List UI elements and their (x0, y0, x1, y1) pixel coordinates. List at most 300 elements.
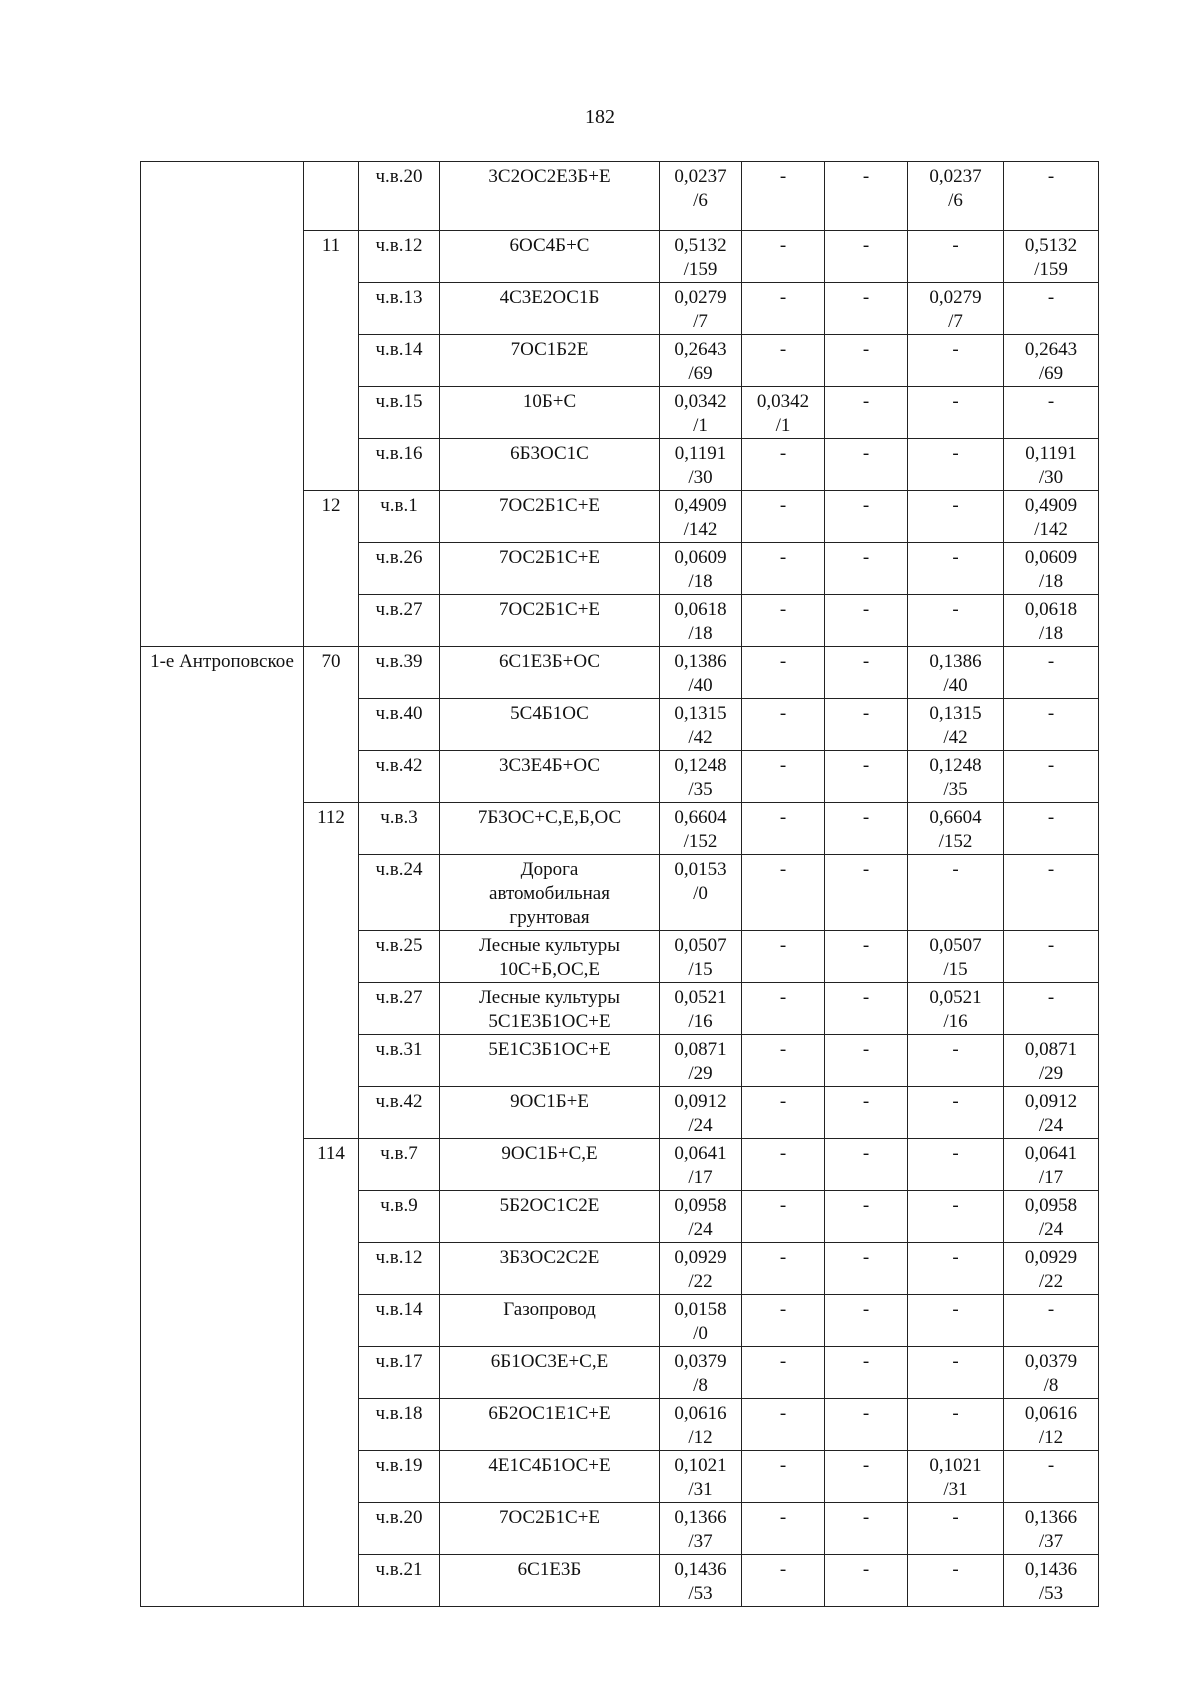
category-2-cell: - (825, 699, 908, 751)
area-total-cell-line: 0,1386 (674, 651, 727, 672)
category-1-cell: - (742, 439, 825, 491)
area-total-cell-line: /18 (688, 571, 713, 592)
composition-cell: 7ОС2Б1С+Е (440, 595, 660, 647)
category-1-cell: - (742, 699, 825, 751)
area-total-cell-line: /24 (688, 1219, 713, 1240)
category-1-cell: - (742, 491, 825, 543)
plot-cell: ч.в.1 (359, 491, 440, 543)
category-3-cell-line: 0,1386 (929, 651, 982, 672)
category-4-cell-line: /30 (1038, 467, 1064, 488)
area-total-cell-line: 0,0521 (674, 987, 727, 1008)
category-3-cell-line: /6 (948, 190, 963, 211)
category-2-cell: - (825, 1503, 908, 1555)
category-4-cell-line: /29 (1038, 1063, 1064, 1084)
plot-cell: ч.в.24 (359, 855, 440, 931)
category-4-cell-line: 0,0379 (1024, 1351, 1078, 1372)
category-4-cell-line: 0,0641 (1024, 1143, 1078, 1164)
area-total-cell-line: 0,0958 (674, 1195, 727, 1216)
plot-cell: ч.в.20 (359, 1503, 440, 1555)
composition-cell: 7ОС1Б2Е (440, 335, 660, 387)
forest-plots-table (140, 161, 1099, 1607)
plot-cell: ч.в.31 (359, 1035, 440, 1087)
category-3-cell-line: /35 (943, 779, 968, 800)
category-4-cell (1004, 231, 1099, 283)
area-total-cell (660, 1399, 742, 1451)
category-4-cell-line: 0,1191 (1025, 443, 1077, 464)
area-total-cell (660, 283, 742, 335)
area-total-cell-line: /29 (688, 1063, 713, 1084)
composition-cell-line: автомобильная (489, 883, 610, 904)
category-4-cell-line: /24 (1038, 1115, 1064, 1136)
category-1-cell: - (742, 335, 825, 387)
plot-cell: ч.в.7 (359, 1139, 440, 1191)
category-4-cell-line: 0,5132 (1024, 235, 1078, 256)
area-total-cell-line: /18 (688, 623, 713, 644)
category-2-cell: - (825, 491, 908, 543)
category-2-cell: - (825, 283, 908, 335)
composition-cell: 6С1Е3Б (440, 1555, 660, 1607)
category-4-cell (1004, 1191, 1099, 1243)
category-4-cell-line: 0,1366 (1024, 1507, 1078, 1528)
category-1-cell: - (742, 1191, 825, 1243)
category-4-cell-line: /8 (1043, 1375, 1059, 1396)
category-3-cell-line: 0,6604 (929, 807, 982, 828)
area-total-cell (660, 439, 742, 491)
category-4-cell (1004, 1139, 1099, 1191)
category-4-cell: - (1004, 855, 1099, 931)
plot-cell: ч.в.20 (359, 162, 440, 231)
category-4-cell (1004, 1243, 1099, 1295)
area-total-cell-line: 0,0153 (674, 859, 727, 880)
category-3-cell-line: /15 (943, 959, 968, 980)
composition-cell: 4Е1С4Б1ОС+Е (440, 1451, 660, 1503)
plot-cell: ч.в.21 (359, 1555, 440, 1607)
category-4-cell: - (1004, 751, 1099, 803)
category-3-cell-line: /7 (948, 311, 963, 332)
area-total-cell-line: /40 (688, 675, 713, 696)
composition-cell: 6Б3ОС1С (440, 439, 660, 491)
area-total-cell-line: 0,1436 (674, 1559, 727, 1580)
category-2-cell: - (825, 595, 908, 647)
category-4-cell (1004, 1035, 1099, 1087)
area-total-cell-line: 0,0609 (674, 547, 727, 568)
area-total-cell-line: /37 (688, 1531, 713, 1552)
plot-cell: ч.в.12 (359, 231, 440, 283)
area-total-cell-line: /17 (688, 1167, 713, 1188)
category-3-cell: - (908, 543, 1004, 595)
category-2-cell: - (825, 1399, 908, 1451)
category-1-cell: - (742, 1295, 825, 1347)
plot-cell: ч.в.25 (359, 931, 440, 983)
area-total-cell-line: /12 (688, 1427, 713, 1448)
category-2-cell: - (825, 387, 908, 439)
area-total-cell (660, 595, 742, 647)
category-3-cell-line: 0,1248 (929, 755, 982, 776)
category-4-cell: - (1004, 1295, 1099, 1347)
category-3-cell: - (908, 1295, 1004, 1347)
area-total-cell-line: 0,0871 (674, 1039, 727, 1060)
category-4-cell: - (1004, 283, 1099, 335)
area-total-cell (660, 491, 742, 543)
category-3-cell-line: /31 (943, 1479, 968, 1500)
area-total-cell-line: 0,0912 (674, 1091, 727, 1112)
composition-cell: 7ОС2Б1С+Е (440, 543, 660, 595)
category-3-cell-line: /152 (938, 831, 973, 852)
category-4-cell-line: /22 (1038, 1271, 1064, 1292)
category-3-cell (908, 162, 1004, 231)
area-total-cell (660, 231, 742, 283)
category-2-cell: - (825, 1087, 908, 1139)
area-total-cell (660, 1347, 742, 1399)
area-total-cell-line: 0,0379 (674, 1351, 727, 1372)
area-total-cell (660, 647, 742, 699)
category-1-cell: - (742, 1399, 825, 1451)
area-total-cell-line: /1 (693, 415, 708, 436)
composition-cell-line: грунтовая (509, 907, 590, 928)
plot-cell: ч.в.18 (359, 1399, 440, 1451)
area-total-cell (660, 931, 742, 983)
category-4-cell (1004, 491, 1099, 543)
category-1-cell: - (742, 1139, 825, 1191)
plot-cell: ч.в.9 (359, 1191, 440, 1243)
category-3-cell (908, 803, 1004, 855)
area-total-cell (660, 1243, 742, 1295)
category-1-cell: - (742, 162, 825, 231)
category-2-cell: - (825, 231, 908, 283)
area-total-cell-line: 0,0641 (674, 1143, 727, 1164)
forestry-cell (141, 162, 304, 647)
category-3-cell (908, 283, 1004, 335)
area-total-cell-line: /15 (688, 959, 713, 980)
area-total-cell (660, 699, 742, 751)
category-4-cell-line: 0,0618 (1024, 599, 1078, 620)
area-total-cell-line: /142 (683, 519, 718, 540)
category-1-cell: - (742, 1555, 825, 1607)
plot-cell: ч.в.40 (359, 699, 440, 751)
plot-cell: ч.в.19 (359, 1451, 440, 1503)
category-3-cell: - (908, 1399, 1004, 1451)
category-1-cell: - (742, 1087, 825, 1139)
category-3-cell: - (908, 1087, 1004, 1139)
category-1-cell: - (742, 543, 825, 595)
category-3-cell-line: 0,0521 (929, 987, 982, 1008)
category-3-cell (908, 1451, 1004, 1503)
category-3-cell: - (908, 595, 1004, 647)
category-3-cell-line: /40 (943, 675, 968, 696)
area-total-cell (660, 1139, 742, 1191)
category-1-cell-line: 0,0342 (756, 391, 810, 412)
category-3-cell: - (908, 1347, 1004, 1399)
area-total-cell-line: /8 (693, 1375, 708, 1396)
table-row (141, 647, 1099, 699)
category-1-cell: - (742, 283, 825, 335)
plot-cell: ч.в.39 (359, 647, 440, 699)
category-4-cell-line: 0,0929 (1024, 1247, 1078, 1268)
category-3-cell (908, 983, 1004, 1035)
category-3-cell: - (908, 1503, 1004, 1555)
category-1-cell: - (742, 803, 825, 855)
table-body (141, 162, 1099, 1607)
category-1-cell: - (742, 595, 825, 647)
area-total-cell-line: /7 (693, 311, 708, 332)
area-total-cell-line: /24 (688, 1115, 713, 1136)
category-1-cell: - (742, 931, 825, 983)
area-total-cell-line: /42 (688, 727, 713, 748)
category-3-cell: - (908, 387, 1004, 439)
area-total-cell-line: 0,0929 (674, 1247, 727, 1268)
composition-cell: 6ОС4Б+С (440, 231, 660, 283)
area-total-cell-line: 0,1248 (674, 755, 727, 776)
area-total-cell-line: 0,0616 (674, 1403, 727, 1424)
category-1-cell: - (742, 855, 825, 931)
category-2-cell: - (825, 855, 908, 931)
area-total-cell-line: /159 (683, 259, 718, 280)
plot-cell: ч.в.14 (359, 335, 440, 387)
area-total-cell-line: /16 (688, 1011, 713, 1032)
composition-cell (440, 855, 660, 931)
area-total-cell (660, 335, 742, 387)
category-4-cell (1004, 1555, 1099, 1607)
category-1-cell: - (742, 1503, 825, 1555)
area-total-cell-line: 0,5132 (674, 235, 727, 256)
category-4-cell (1004, 335, 1099, 387)
plot-cell: ч.в.42 (359, 1087, 440, 1139)
category-3-cell-line: /16 (943, 1011, 968, 1032)
area-total-cell (660, 1087, 742, 1139)
category-3-cell-line: /42 (943, 727, 968, 748)
category-4-cell-line: 0,0958 (1024, 1195, 1078, 1216)
area-total-cell (660, 1295, 742, 1347)
area-total-cell (660, 803, 742, 855)
area-total-cell-line: 0,0507 (674, 935, 727, 956)
quarter-cell: 12 (304, 491, 359, 647)
category-2-cell: - (825, 1243, 908, 1295)
composition-cell (440, 983, 660, 1035)
plot-cell: ч.в.27 (359, 595, 440, 647)
category-4-cell-line: /18 (1038, 623, 1064, 644)
plot-cell: ч.в.42 (359, 751, 440, 803)
category-3-cell (908, 699, 1004, 751)
area-total-cell-line: /0 (693, 1323, 708, 1344)
category-3-cell-line: 0,1021 (929, 1455, 982, 1476)
area-total-cell (660, 1451, 742, 1503)
plot-cell: ч.в.26 (359, 543, 440, 595)
category-2-cell: - (825, 1139, 908, 1191)
area-total-cell-line: 0,0618 (674, 599, 727, 620)
category-2-cell: - (825, 162, 908, 231)
area-total-cell (660, 855, 742, 931)
category-1-cell: - (742, 1347, 825, 1399)
quarter-cell: 11 (304, 231, 359, 491)
area-total-cell (660, 162, 742, 231)
category-4-cell-line: /37 (1038, 1531, 1064, 1552)
category-2-cell: - (825, 803, 908, 855)
area-total-cell (660, 1555, 742, 1607)
table-row (141, 162, 1099, 231)
composition-cell: 4С3Е2ОС1Б (440, 283, 660, 335)
composition-cell: 3Б3ОС2С2Е (440, 1243, 660, 1295)
area-total-cell (660, 1191, 742, 1243)
composition-cell-line: Лесные культуры (478, 987, 621, 1008)
area-total-cell-line: 0,1366 (674, 1507, 727, 1528)
plot-cell: ч.в.17 (359, 1347, 440, 1399)
category-4-cell-line: /17 (1038, 1167, 1064, 1188)
composition-cell: 7ОС2Б1С+Е (440, 491, 660, 543)
composition-cell: 10Б+С (440, 387, 660, 439)
composition-cell: 6Б2ОС1Е1С+Е (440, 1399, 660, 1451)
composition-cell-line: Дорога (520, 859, 579, 880)
category-4-cell: - (1004, 699, 1099, 751)
area-total-cell-line: /35 (688, 779, 713, 800)
plot-cell: ч.в.15 (359, 387, 440, 439)
composition-cell (440, 931, 660, 983)
plot-cell: ч.в.13 (359, 283, 440, 335)
category-3-cell: - (908, 439, 1004, 491)
category-3-cell: - (908, 855, 1004, 931)
area-total-cell (660, 543, 742, 595)
area-total-cell-line: /53 (688, 1583, 713, 1604)
area-total-cell-line: 0,4909 (674, 495, 727, 516)
category-2-cell: - (825, 647, 908, 699)
category-3-cell: - (908, 1139, 1004, 1191)
quarter-cell: 70 (304, 647, 359, 803)
category-4-cell (1004, 1503, 1099, 1555)
area-total-cell-line: 0,0342 (674, 391, 727, 412)
category-4-cell: - (1004, 1451, 1099, 1503)
composition-cell: 9ОС1Б+Е (440, 1087, 660, 1139)
category-2-cell: - (825, 439, 908, 491)
category-4-cell-line: 0,0912 (1024, 1091, 1078, 1112)
area-total-cell (660, 387, 742, 439)
area-total-cell-line: /6 (693, 190, 708, 211)
category-2-cell: - (825, 1347, 908, 1399)
composition-cell: 6С1Е3Б+ОС (440, 647, 660, 699)
category-1-cell: - (742, 231, 825, 283)
category-4-cell-line: /69 (1038, 363, 1064, 384)
plot-cell: ч.в.3 (359, 803, 440, 855)
quarter-cell: 114 (304, 1139, 359, 1607)
category-4-cell-line: /159 (1034, 259, 1068, 280)
area-total-cell-line: 0,2643 (674, 339, 727, 360)
category-3-cell-line: 0,1315 (929, 703, 982, 724)
category-4-cell-line: 0,0616 (1024, 1403, 1078, 1424)
category-4-cell-line: 0,2643 (1024, 339, 1078, 360)
plot-cell: ч.в.14 (359, 1295, 440, 1347)
composition-cell-line: 5С1Е3Б1ОС+Е (488, 1011, 611, 1032)
category-2-cell: - (825, 751, 908, 803)
area-total-cell-line: /152 (683, 831, 718, 852)
area-total-cell-line: /0 (693, 883, 708, 904)
category-1-cell: - (742, 751, 825, 803)
composition-cell: 7Б3ОС+С,Е,Б,ОС (440, 803, 660, 855)
composition-cell-line: 10С+Б,ОС,Е (498, 959, 601, 980)
composition-cell: 3С3Е4Б+ОС (440, 751, 660, 803)
area-total-cell (660, 1503, 742, 1555)
category-2-cell: - (825, 1451, 908, 1503)
category-1-cell-line: /1 (775, 415, 791, 436)
area-total-cell-line: /31 (688, 1479, 713, 1500)
composition-cell-line: Лесные культуры (478, 935, 621, 956)
category-3-cell-line: 0,0237 (929, 166, 982, 187)
category-3-cell-line: 0,0279 (929, 287, 982, 308)
plot-cell: ч.в.16 (359, 439, 440, 491)
forestry-cell: 1-е Антроповское (141, 647, 304, 1607)
category-3-cell: - (908, 1243, 1004, 1295)
category-4-cell-line: 0,1436 (1024, 1559, 1078, 1580)
area-total-cell (660, 983, 742, 1035)
composition-cell: 7ОС2Б1С+Е (440, 1503, 660, 1555)
category-1-cell (742, 387, 825, 439)
category-3-cell (908, 647, 1004, 699)
category-4-cell-line: /142 (1034, 519, 1068, 540)
category-4-cell (1004, 439, 1099, 491)
category-2-cell: - (825, 1295, 908, 1347)
composition-cell: 5Б2ОС1С2Е (440, 1191, 660, 1243)
area-total-cell-line: 0,1315 (674, 703, 727, 724)
quarter-cell: 112 (304, 803, 359, 1139)
category-4-cell (1004, 1347, 1099, 1399)
category-3-cell-line: 0,0507 (929, 935, 982, 956)
category-3-cell: - (908, 1555, 1004, 1607)
category-4-cell (1004, 595, 1099, 647)
composition-cell: 3С2ОС2Е3Б+Е (440, 162, 660, 231)
area-total-cell (660, 751, 742, 803)
category-4-cell (1004, 1087, 1099, 1139)
category-4-cell: - (1004, 162, 1099, 231)
category-3-cell (908, 751, 1004, 803)
category-1-cell: - (742, 647, 825, 699)
area-total-cell-line: 0,0158 (674, 1299, 727, 1320)
category-3-cell: - (908, 491, 1004, 543)
area-total-cell-line: 0,1021 (674, 1455, 727, 1476)
category-2-cell: - (825, 983, 908, 1035)
category-4-cell: - (1004, 931, 1099, 983)
plot-cell: ч.в.27 (359, 983, 440, 1035)
category-1-cell: - (742, 1451, 825, 1503)
area-total-cell-line: 0,0237 (674, 166, 727, 187)
category-3-cell: - (908, 1191, 1004, 1243)
composition-cell: 6Б1ОС3Е+С,Е (440, 1347, 660, 1399)
category-4-cell-line: /53 (1038, 1583, 1064, 1604)
category-4-cell (1004, 543, 1099, 595)
category-4-cell: - (1004, 387, 1099, 439)
quarter-cell (304, 162, 359, 231)
category-2-cell: - (825, 1035, 908, 1087)
category-4-cell-line: /12 (1038, 1427, 1064, 1448)
area-total-cell-line: 0,1191 (674, 443, 727, 464)
composition-cell: Газопровод (440, 1295, 660, 1347)
category-4-cell: - (1004, 647, 1099, 699)
composition-cell: 5С4Б1ОС (440, 699, 660, 751)
category-4-cell-line: 0,0871 (1024, 1039, 1078, 1060)
category-2-cell: - (825, 335, 908, 387)
category-1-cell: - (742, 1243, 825, 1295)
category-4-cell: - (1004, 803, 1099, 855)
area-total-cell-line: 0,0279 (674, 287, 727, 308)
category-2-cell: - (825, 1555, 908, 1607)
category-3-cell: - (908, 1035, 1004, 1087)
category-3-cell: - (908, 335, 1004, 387)
composition-cell: 5Е1С3Б1ОС+Е (440, 1035, 660, 1087)
composition-cell: 9ОС1Б+С,Е (440, 1139, 660, 1191)
category-2-cell: - (825, 1191, 908, 1243)
category-1-cell: - (742, 1035, 825, 1087)
category-3-cell (908, 931, 1004, 983)
category-4-cell-line: 0,4909 (1024, 495, 1078, 516)
category-4-cell-line: 0,0609 (1024, 547, 1078, 568)
category-2-cell: - (825, 543, 908, 595)
area-total-cell (660, 1035, 742, 1087)
